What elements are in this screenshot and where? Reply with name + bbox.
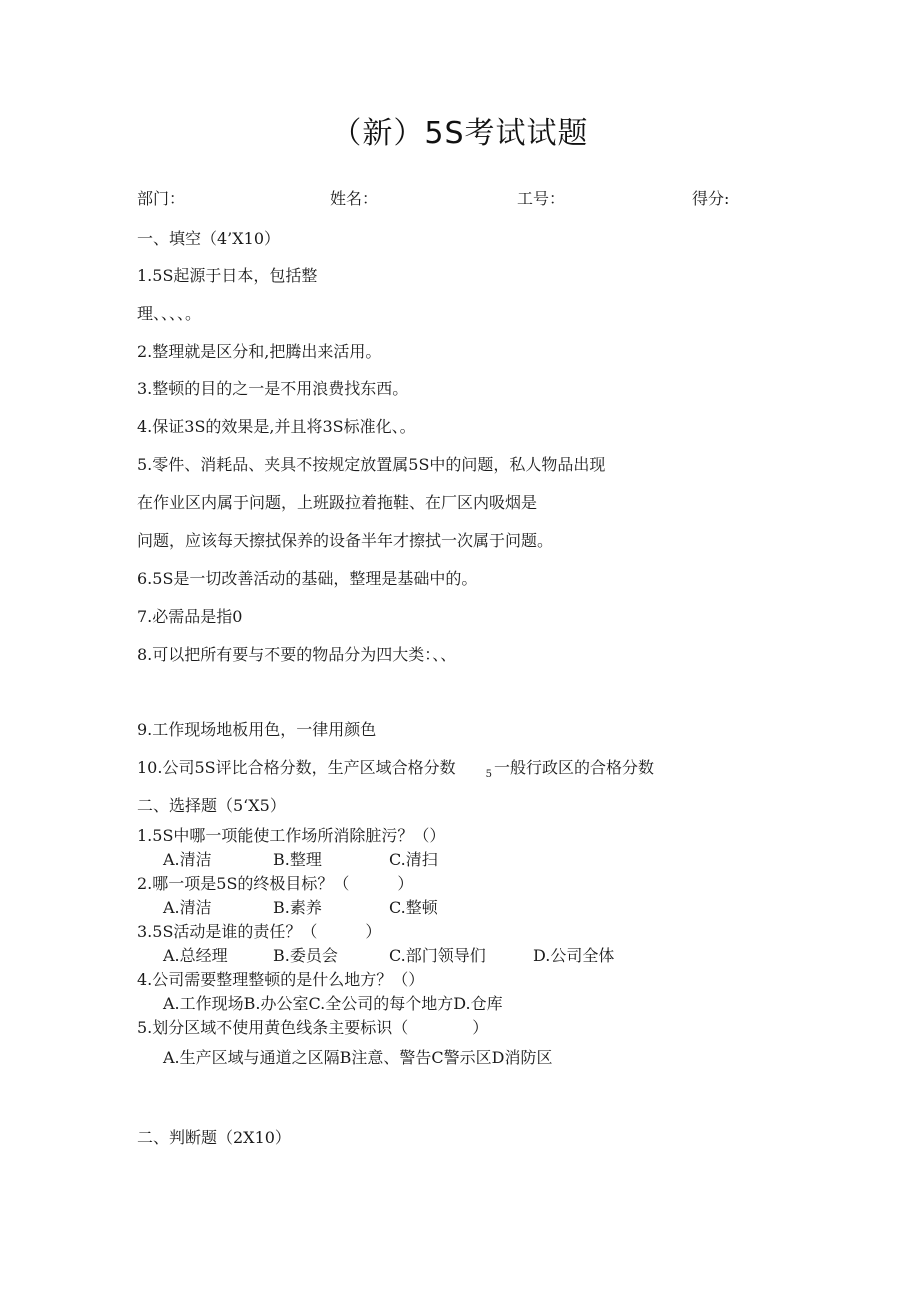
option: B.委员会 xyxy=(273,946,338,965)
choice-question-4-options: A.工作现场B.办公室C.全公司的每个地方D.仓库 xyxy=(163,994,503,1013)
page-title: （新）5S考试试题 xyxy=(331,116,589,151)
option: D.公司全体 xyxy=(533,946,615,965)
section-heading-fill-blank: 一、填空（4’X10） xyxy=(137,229,281,248)
choice-question-1: 1.5S中哪一项能使工作场所消除脏污？（） xyxy=(137,826,446,845)
option: C.清扫 xyxy=(389,850,438,869)
choice-question-4: 4.公司需要整理整顿的是什么地方？（） xyxy=(137,970,425,989)
option: A.清洁 xyxy=(163,850,212,869)
department-label: 部门： xyxy=(137,189,186,208)
employee-id-label: 工号： xyxy=(517,189,566,208)
fill-item-5-cont-2: 问题，应该每天擦拭保养的设备半年才擦拭一次属于问题。 xyxy=(137,531,554,550)
option: A.清洁 xyxy=(163,898,212,917)
choice-question-3: 3.5S活动是谁的责任？（ ） xyxy=(137,922,382,941)
choice-question-2: 2.哪一项是5S的终极目标？（ ） xyxy=(137,874,414,893)
fill-item-10-subscript: 5 xyxy=(485,769,492,780)
fill-item-7: 7.必需品是指0 xyxy=(137,607,243,626)
fill-item-8: 8.可以把所有要与不要的物品分为四大类：、、 xyxy=(137,645,457,664)
fill-item-1: 1.5S起源于日本，包括整 xyxy=(137,266,318,285)
option: A.总经理 xyxy=(163,946,228,965)
fill-item-1-cont: 理、、、、。 xyxy=(137,304,202,323)
section-heading-multiple-choice: 二、选择题（5‘X5） xyxy=(137,796,286,815)
fill-item-3: 3.整顿的目的之一是不用浪费找东西。 xyxy=(137,379,409,398)
section-heading-true-false: 二、判断题（2X10） xyxy=(137,1128,291,1147)
fill-item-9: 9.工作现场地板用色，一律用颜色 xyxy=(137,720,377,739)
fill-item-2: 2.整理就是区分和,把腾出来活用。 xyxy=(137,342,382,361)
option: C.整顿 xyxy=(389,898,438,917)
fill-item-5: 5.零件、消耗品、夹具不按规定放置属5S中的问题，私人物品出现 xyxy=(137,455,606,474)
fill-item-10-part-a: 10.公司5S评比合格分数，生产区域合格分数 xyxy=(137,758,456,777)
fill-item-10-part-b: 一般行政区的合格分数 xyxy=(493,758,654,777)
option: B.素养 xyxy=(273,898,322,917)
fill-item-6: 6.5S是一切改善活动的基础，整理是基础中的。 xyxy=(137,569,478,588)
choice-question-5-options: A.生产区域与通道之区隔B注意、警告C警示区D消防区 xyxy=(163,1048,553,1067)
fill-item-5-cont-1: 在作业区内属于问题，上班趿拉着拖鞋、在厂区内吸烟是 xyxy=(137,493,538,512)
fill-item-10 xyxy=(137,757,654,786)
option: C.部门领导们 xyxy=(389,946,486,965)
fill-item-4: 4.保证3S的效果是,并且将3S标准化、。 xyxy=(137,417,416,436)
score-label: 得分: xyxy=(692,189,730,208)
name-label: 姓名： xyxy=(330,189,379,208)
choice-question-5: 5.划分区域不使用黄色线条主要标识（ ） xyxy=(137,1018,489,1037)
option: B.整理 xyxy=(273,850,322,869)
